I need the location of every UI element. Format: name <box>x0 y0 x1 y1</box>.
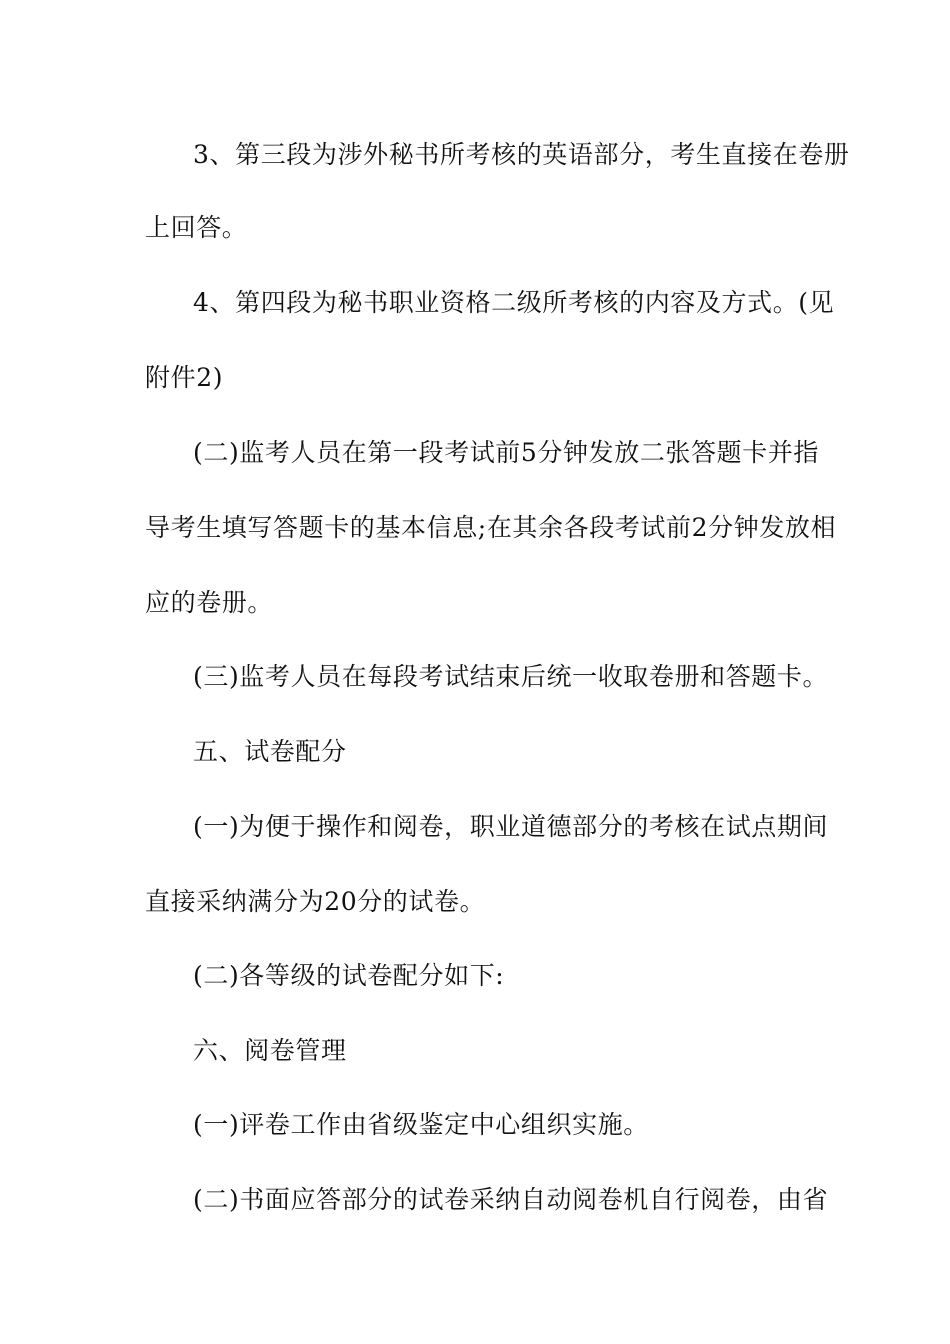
paragraph-line: (一)评卷工作由省级鉴定中心组织实施。 <box>193 1110 649 1139</box>
paragraph-line: 应的卷册。 <box>145 588 274 617</box>
paragraph-line: (二)监考人员在第一段考试前5分钟发放二张答题卡并指 <box>193 438 820 467</box>
paragraph-line: 4、第四段为秘书职业资格二级所考核的内容及方式。(见 <box>193 288 835 317</box>
paragraph-line: (三)监考人员在每段考试结束后统一收取卷册和答题卡。 <box>193 662 829 691</box>
paragraph-line: 上回答。 <box>145 213 248 242</box>
paragraph-line: (二)书面应答部分的试卷采纳自动阅卷机自行阅卷，由省 <box>193 1185 829 1214</box>
paragraph-line: 3、第三段为涉外秘书所考核的英语部分，考生直接在卷册 <box>193 140 850 169</box>
section-heading: 六、阅卷管理 <box>193 1036 347 1065</box>
paragraph-line: 导考生填写答题卡的基本信息;在其余各段考试前2分钟发放相 <box>145 513 837 542</box>
section-heading: 五、试卷配分 <box>193 737 347 766</box>
paragraph-line: (二)各等级的试卷配分如下: <box>193 961 505 990</box>
paragraph-line: 直接采纳满分为20分的试卷。 <box>145 887 486 916</box>
paragraph-line: (一)为便于操作和阅卷，职业道德部分的考核在试点期间 <box>193 812 829 841</box>
paragraph-line: 附件2) <box>145 363 224 392</box>
